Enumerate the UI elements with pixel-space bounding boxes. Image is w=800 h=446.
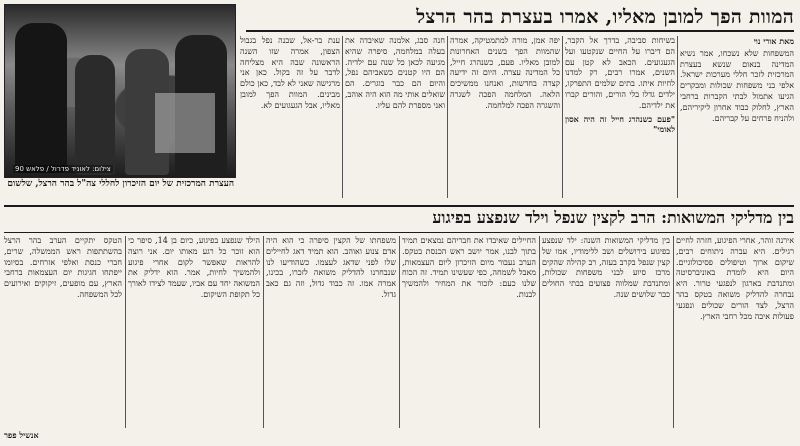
bottom-column-1 xyxy=(676,236,794,428)
soldier-figure xyxy=(15,23,67,173)
article-column-5 xyxy=(240,36,340,198)
column-divider xyxy=(342,36,343,198)
photo-credit: צילום: לאוניד פדרול / פלאש 90 xyxy=(15,165,111,173)
bottom-column-6 xyxy=(4,236,122,426)
memorial-photo xyxy=(4,4,236,178)
headline-rule xyxy=(246,30,794,32)
column-text: בין מדליקי המשואות השנה: ילד שנפצע בפיגוע בירושלים ושב ללימודיו, אמו של קצין שנפל בקרב בעזה, רב קהילה שהקים מרכז סיוע לבני משפחות שכולות, ומתנדבת שמלווה פצועים בבתי החולים כבר שלושים שנה. xyxy=(542,236,670,299)
article-column-2 xyxy=(565,36,675,198)
article-column-4 xyxy=(345,36,445,198)
bottom-column-2 xyxy=(542,236,670,428)
article-column-3 xyxy=(450,36,560,198)
column-text: הילד שנפצע בפיגוע, כיום בן 14, סיפר כי הוא זוכר כל רגע מאותו יום. אני רוצה להראות שאפשר לקום אחרי פיגוע ולהמשיך לחיות, אמר. הוא ידליק את המשואה יחד עם אביו, שעמד לצידו לאורך כל תקופת השיקום. xyxy=(128,236,260,299)
column-text: בשיחות סביבה, בדרך אל הקבר, הם דיברו על החיים שנקטעו ועל הגעגועים. הכאב לא קטן עם השנים, אמרו רבים, רק למדנו לחיות איתו. בתים שלמים התפרקו, ילדים גדלו בלי הורים, והורים קברו את ילדיהם. xyxy=(565,36,675,110)
column-divider xyxy=(263,236,264,428)
photo-caption: העצרת המרכזית של יום הזיכרון לחללי צה"ל בהר הרצל, שלשום xyxy=(7,179,234,189)
author-signature: אנשיל פפר xyxy=(4,430,39,440)
column-text: יפה אמן, מורה למתמטיקה, אמרה שהמוות הפך בשנים האחרונות למובן מאליו. פעם, כשנהרג חייל, כל המדינה עצרה. היום זה ידיעה קצרה בחדשות, ואנחנו ממשיכים הלאה. המלחמה הפכה לשגרה והשגרה הפכה למלחמה. xyxy=(450,36,560,110)
column-text: המשפחות שלא נשכחו, אמר נשיא המדינה בנאום שנשא בעצרת המרכזית לזכר חללי מערכות ישראל. אלפי בני משפחות שכולות ומבקרים הגיעו אתמול לבתי הקברות ברחבי הארץ, לחלוק כבוד אחרון ליקיריהם, ולהניח פרחים על קבריהם. xyxy=(680,48,794,123)
column-text: חנה סבג, אלמנה שאיבדה את בעלה במלחמה, סיפרה שהיא מגיעה לכאן כל שנה עם ילדיה. הם היו קטנים כשאביהם נפל, והיום הם כבר בוגרים. הם שואלים אותי מה הוא היה אוהב, ואני מספרת להם עליו. xyxy=(345,36,445,110)
crosshead: "פעם כשנהרג חייל זה היה אסון לאומי" xyxy=(565,113,675,135)
column-divider xyxy=(399,236,400,428)
mourner-figure xyxy=(75,55,115,175)
memorial-wall xyxy=(155,93,215,153)
column-text: ענת בר-אל, שבנה נפל בגבול הצפון, אמרה שזו השנה הראשונה שבה היא מצליחה לדבר על זה בקול. כאן אני מרגישה שאני לא לבד, כאן כולם מבינים. המוות הפך למובן מאליו, אבל הגעגועים לא. xyxy=(240,36,340,110)
column-text: החיילים שאיבדו את חבריהם נמצאים תמיד בתוך לבנו, אמר יושב ראש הכנסת בטקס. הערב נעבור מיום הזיכרון ליום העצמאות, מאבל לשמחה, כפי שעשינו תמיד. זה הכוח שלנו כעם: לזכור את המחיר ולהמשיך לבנות. xyxy=(402,236,536,299)
column-divider xyxy=(673,236,674,428)
main-headline: המוות הפך למובן מאליו, אמרו בעצרת בהר הרצל xyxy=(416,6,794,28)
article-column-1 xyxy=(680,36,794,198)
column-divider xyxy=(539,236,540,428)
bottom-column-4 xyxy=(266,236,396,428)
bottom-column-3 xyxy=(402,236,536,428)
column-divider xyxy=(562,36,563,198)
column-divider xyxy=(677,36,678,198)
column-text: הטקס יתקיים הערב בהר הרצל בהשתתפות ראש הממשלה, שרים, חברי כנסת ואלפי אזרחים. בסיומו ייפתחו חגיגות יום העצמאות ברחבי הארץ, עם מופעים, זיקוקים ואירועים לכל המשפחה. xyxy=(4,236,122,299)
section-rule xyxy=(4,205,794,207)
column-text: משפחתו של הקצין סיפרה כי הוא היה אדם צנוע ואוהב. הוא תמיד דאג לחיילים שלו לפני שדאג לעצמו. כשהודיעו לנו שנבחרנו להדליק משואה לזכרו, בכינו, אמרה אמו. זה כבוד גדול, וזה גם כאב גדול. xyxy=(266,236,396,299)
column-divider xyxy=(125,236,126,428)
column-text: אירנה זוהר, אחרי הפיגוע, חזרה לחיים רגילים. היא עברה ניתוחים רבים, שיקום ארוך וטיפולים פסיכולוגיים. היום היא לומדת באוניברסיטה ומתנדבת בארגון לנפגעי טרור. היא נבחרה להדליק משואה בטקס בהר הרצל, לצד הורים שכולים ונפגעי פעולות איבה מכל רחבי הארץ. xyxy=(676,236,794,321)
column-divider xyxy=(447,36,448,198)
byline: מאת אורי נוי xyxy=(753,36,794,46)
headline-rule xyxy=(4,232,794,233)
bottom-column-5 xyxy=(128,236,260,428)
second-headline: בין מדליקי המשואות: הרב לקצין שנפל וילד שנפצע בפיגוע xyxy=(432,208,794,227)
